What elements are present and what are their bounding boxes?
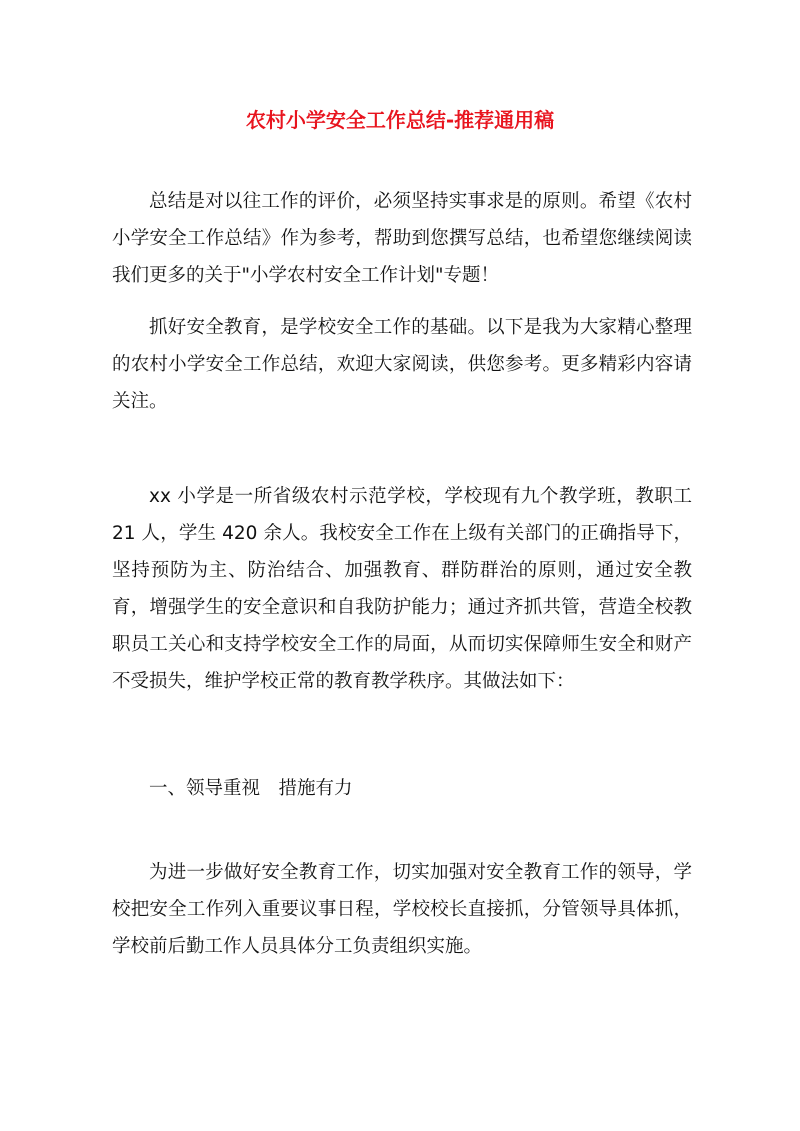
document-title: 农村小学安全工作总结-推荐通用稿 xyxy=(245,108,555,132)
intro-paragraph: 总结是对以往工作的评价，必须坚持实事求是的原则。希望《农村小学安全工作总结》作为参考，帮助到您撰写总结，也希望您继续阅读我们更多的关于"小学农村安全工作计划"专题！ xyxy=(112,191,692,286)
leadership-paragraph: 为进一步做好安全教育工作，切实加强对安全教育工作的领导，学校把安全工作列入重要议事日程，学校校长直接抓，分管领导具体抓，学校前后勤工作人员具体分工负责组织实施。 xyxy=(112,862,692,957)
section-heading: 一、领导重视 措施有力 xyxy=(149,778,353,799)
preface-paragraph: 抓好安全教育，是学校安全工作的基础。以下是我为大家精心整理的农村小学安全工作总结，欢迎大家阅读，供您参考。更多精彩内容请关注。 xyxy=(112,317,692,412)
school-overview-paragraph: xx 小学是一所省级农村示范学校，学校现有九个教学班，教职工 21 人，学生 420 余人。我校安全工作在上级有关部门的正确指导下，坚持预防为主、防治结合、加强教育、群防群治的原则，通过安全教育，增强学生的安全意识和自我防护能力；通过齐抓共管，营造全校教职员工关心和支持学校安全工作的局面，从而切实保障师生安全和财产不受损失，维护学校正常的教育教学秩序。其做法如下： xyxy=(112,486,692,692)
